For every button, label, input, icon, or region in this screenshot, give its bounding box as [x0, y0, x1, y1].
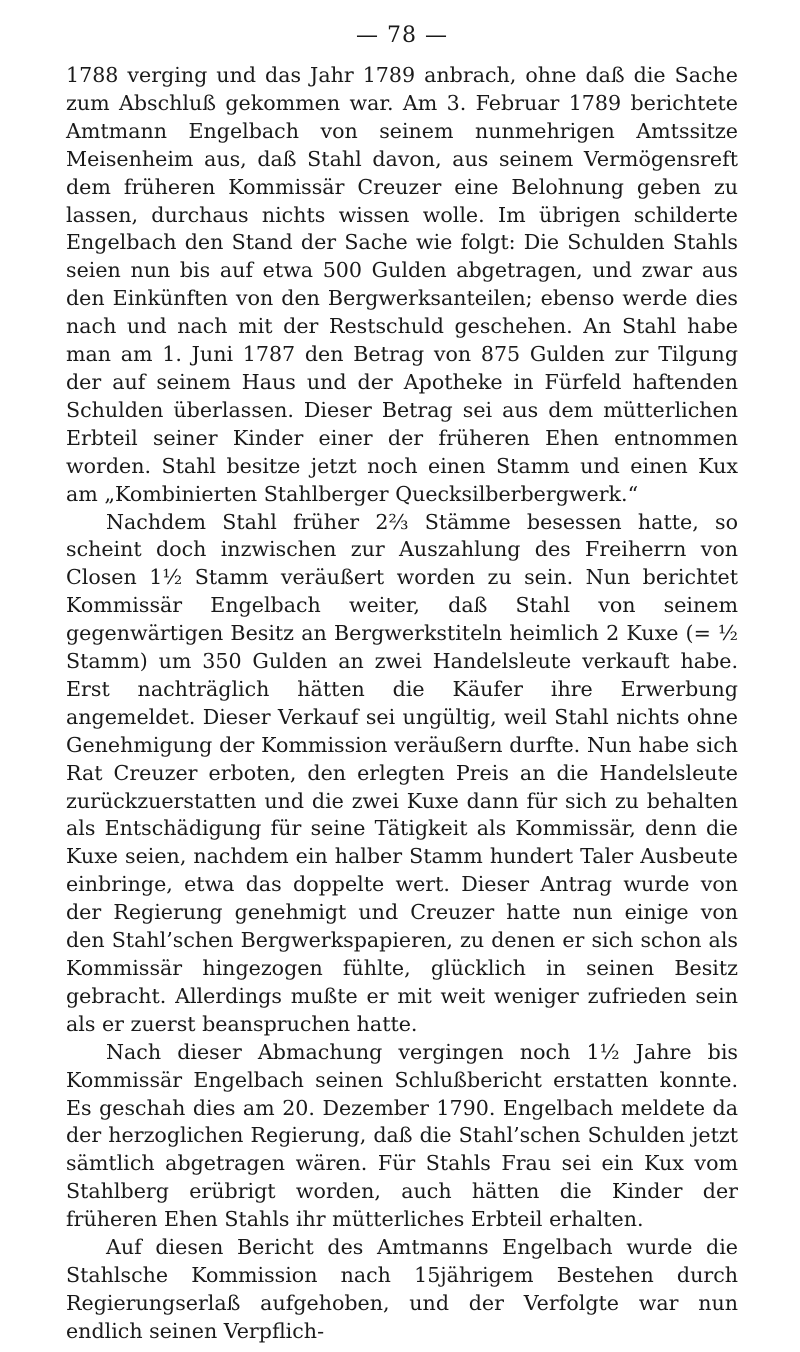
- paragraph-3: Nach dieser Abmachung vergingen noch 1½ Jahre bis Kommissär Engelbach seinen Schlußbericht erstatten konnte. Es geschah dies am 20. Dezember 1790. Engelbach meldete da der herzoglichen Regierung, daß die Stahl’schen Schulden jetzt sämtlich abgetragen wären. Für Stahls Frau sei ein Kux vom Stahlberg erübrigt worden, auch hätten die Kinder der früheren Ehen Stahls ihr mütterliches Erbteil erhalten.: [66, 1039, 738, 1232]
- page-number: — 78 —: [356, 23, 448, 48]
- body-text: [66, 62, 738, 1346]
- paragraph-4: Auf diesen Bericht des Amtmanns Engelbach wurde die Stahlsche Kommission nach 15jährigem Bestehen durch Regierungserlaß aufgehoben, und der Verfolgte war nun endlich seinen Verpflich-: [66, 1235, 738, 1343]
- paragraph-2: Nachdem Stahl früher 2⅔ Stämme besessen hatte, so scheint doch inzwischen zur Auszahlung des Freiherrn von Closen 1½ Stamm veräußert worden zu sein. Nun berichtet Kommissär Engelbach weiter, daß Stahl von seinem gegenwärtigen Besitz an Bergwerkstiteln heimlich 2 Kuxe (= ½ Stamm) um 350 Gulden an zwei Handelsleute verkauft habe. Erst nachträglich hätten die Käufer ihre Erwerbung angemeldet. Dieser Verkauf sei ungültig, weil Stahl nichts ohne Genehmigung der Kommission veräußern durfte. Nun habe sich Rat Creuzer erboten, den erlegten Preis an die Handelsleute zurückzuerstatten und die zwei Kuxe dann für sich zu behalten als Entschädigung für seine Tätigkeit als Kommissär, denn die Kuxe seien, nachdem ein halber Stamm hundert Taler Ausbeute einbringe, etwa das doppelte wert. Dieser Antrag wurde von der Regierung genehmigt und Creuzer hatte nun einige von den Stahl’schen Bergwerkspapieren, zu denen er sich schon als Kommissär hingezogen fühlte, glücklich in seinen Besitz gebracht. Allerdings mußte er mit weit weniger zufrieden sein als er zuerst beanspruchen hatte.: [66, 509, 738, 1036]
- paragraph-1: 1788 verging und das Jahr 1789 anbrach, ohne daß die Sache zum Abschluß gekommen war. Am 3. Februar 1789 berichtete Amtmann Engelbach von seinem nunmehrigen Amtssitze Meisenheim aus, daß Stahl davon, aus seinem Vermögensreft dem früheren Kommissär Creuzer eine Belohnung geben zu lassen, durchaus nichts wissen wolle. Im übrigen schilderte Engelbach den Stand der Sache wie folgt: Die Schulden Stahls seien nun bis auf etwa 500 Gulden abgetragen, und zwar aus den Einkünften von den Bergwerksanteilen; ebenso werde dies nach und nach mit der Restschuld geschehen. An Stahl habe man am 1. Juni 1787 den Betrag von 875 Gulden zur Tilgung der auf seinem Haus und der Apotheke in Fürfeld haftenden Schulden überlassen. Dieser Betrag sei aus dem mütterlichen Erbteil seiner Kinder einer der früheren Ehen entnommen worden. Stahl besitze jetzt noch einen Stamm und einen Kux am „Kombinierten Stahlberger Quecksilberbergwerk.“: [66, 63, 738, 506]
- book-page: [66, 14, 738, 1346]
